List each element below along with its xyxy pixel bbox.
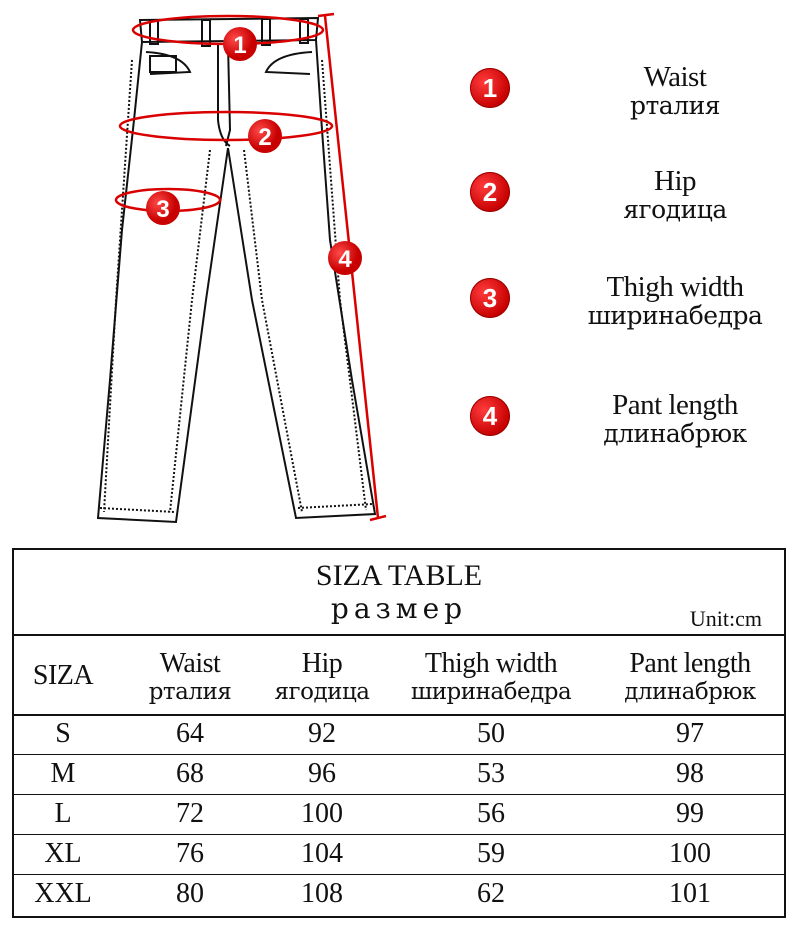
table-title: SIZA TABLE (315, 559, 483, 592)
number-badge: 1 (470, 68, 510, 108)
marker-4 (328, 241, 362, 275)
header-length: Pant length длинабрюк (624, 648, 756, 705)
measure-cell: 101 (669, 878, 711, 909)
size-cell: M (50, 758, 76, 789)
size-cell: L (54, 798, 72, 829)
marker-3 (146, 191, 180, 225)
legend-label-ru: ягодица (623, 195, 727, 224)
legend-label-en: Pant length (612, 389, 738, 421)
size-cell: XL (44, 838, 82, 869)
table-row (14, 716, 784, 754)
legend-item-thigh (470, 272, 790, 342)
legend-item-waist (470, 62, 790, 132)
legend-label-en: Hip (654, 165, 696, 197)
measure-cell: 59 (477, 838, 505, 869)
measure-cell: 98 (676, 758, 704, 789)
header-hip: Hip ягодица (274, 648, 370, 705)
measure-cell: 72 (176, 798, 204, 829)
measure-cell: 108 (301, 878, 343, 909)
size-cell: S (55, 718, 71, 749)
legend-label-ru: длинабрюк (603, 419, 747, 448)
measure-cell: 99 (676, 798, 704, 829)
measure-cell: 100 (301, 798, 343, 829)
measure-cell: 80 (176, 878, 204, 909)
legend-item-length (470, 390, 790, 460)
marker-2-label: 2 (258, 124, 272, 151)
header-waist: Waist ртaлия (148, 648, 232, 705)
measure-cell: 64 (176, 718, 204, 749)
measure-cell: 68 (176, 758, 204, 789)
measure-cell: 50 (477, 718, 505, 749)
marker-4-label: 4 (338, 246, 352, 273)
measure-cell: 100 (669, 838, 711, 869)
marker-2 (248, 119, 282, 153)
size-cell: XXL (34, 878, 92, 909)
measure-cell: 62 (477, 878, 505, 909)
measure-cell: 92 (308, 718, 336, 749)
header-thigh: Thigh width ширинабедра (410, 648, 572, 705)
measure-cell: 96 (308, 758, 336, 789)
unit-label: Unit:cm (689, 606, 762, 631)
hip-measure-line (120, 112, 332, 140)
legend-label-en: Waist (643, 61, 707, 93)
measure-cell: 97 (676, 718, 704, 749)
table-row (14, 836, 784, 874)
number-badge: 3 (470, 278, 510, 318)
number-badge: 2 (470, 172, 510, 212)
marker-3-label: 3 (156, 196, 170, 223)
size-table (12, 548, 786, 918)
legend-label-en: Thigh width (606, 271, 744, 303)
measure-cell: 76 (176, 838, 204, 869)
header-size: SIZA (32, 660, 94, 691)
measure-cell: 56 (477, 798, 505, 829)
table-row (14, 876, 784, 914)
legend-label-ru: ртaлия (629, 91, 721, 120)
legend-label-ru: ширинабедра (587, 301, 763, 330)
table-row (14, 796, 784, 834)
marker-1 (223, 27, 257, 61)
legend-item-hip (470, 166, 790, 236)
table-subtitle: размер (330, 592, 468, 625)
marker-1-label: 1 (233, 32, 247, 59)
measure-cell: 104 (301, 838, 343, 869)
table-row (14, 756, 784, 794)
number-badge: 4 (470, 396, 510, 436)
measure-cell: 53 (477, 758, 505, 789)
